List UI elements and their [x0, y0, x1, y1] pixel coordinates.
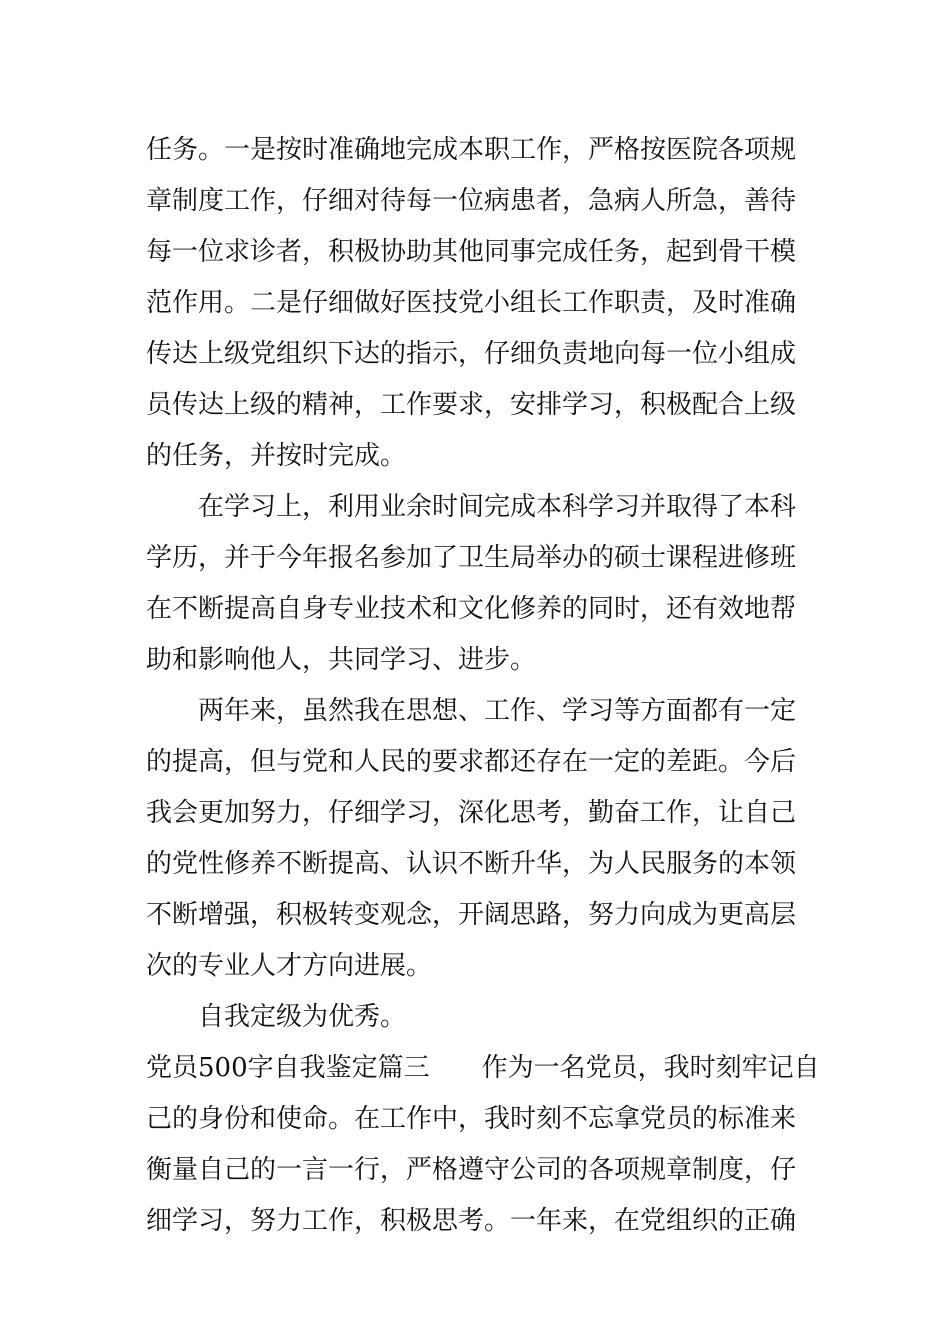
- text-line: 自我定级为优秀。: [198, 1002, 407, 1032]
- section-first-line-text: 作为一名党员，我时刻牢记自: [481, 1053, 820, 1083]
- text-line: 两年来，虽然我在思想、工作、学习等方面都有一定: [198, 696, 797, 726]
- paragraph-self-rating: [146, 992, 808, 1043]
- text-line: 细学习，努力工作，积极思考。一年来，在党组织的正确: [146, 1206, 797, 1236]
- text-line: 学历，并于今年报名参加了卫生局举办的硕士课程进修班: [146, 543, 797, 573]
- text-line: 在学习上，利用业余时间完成本科学习并取得了本科: [198, 492, 797, 522]
- text-line: 的任务，并按时完成。: [146, 441, 407, 471]
- paragraph-study: [146, 482, 808, 686]
- section-three: [146, 1043, 820, 1247]
- text-line: 助和影响他人，共同学习、进步。: [146, 645, 537, 675]
- text-line: 的提高，但与党和人民的要求都还存在一定的差距。今后: [146, 747, 797, 777]
- text-line: 衡量自己的一言一行，严格遵守公司的各项规章制度，仔: [146, 1155, 797, 1185]
- document-body: [146, 125, 820, 1247]
- text-line: 章制度工作，仔细对待每一位病患者，急病人所急，善待: [146, 186, 797, 216]
- text-line: 任务。一是按时准确地完成本职工作，严格按医院各项规: [146, 135, 797, 165]
- section-heading: 党员500字自我鉴定篇三: [146, 1053, 430, 1083]
- text-line: 范作用。二是仔细做好医技党小组长工作职责，及时准确: [146, 288, 797, 318]
- section-first-line: [146, 1043, 820, 1094]
- text-line: 不断增强，积极转变观念，开阔思路，努力向成为更高层: [146, 900, 797, 930]
- text-line: 的党性修养不断提高、认识不断升华，为人民服务的本领: [146, 849, 797, 879]
- text-line: 次的专业人才方向进展。: [146, 951, 433, 981]
- text-line: 传达上级党组织下达的指示，仔细负责地向每一位小组成: [146, 339, 797, 369]
- paragraph-work-tasks: [146, 125, 808, 482]
- text-line: 己的身份和使命。在工作中，我时刻不忘拿党员的标准来: [146, 1104, 797, 1134]
- text-line: 在不断提高自身专业技术和文化修养的同时，还有效地帮: [146, 594, 797, 624]
- text-line: 每一位求诊者，积极协助其他同事完成任务，起到骨干模: [146, 237, 797, 267]
- paragraph-two-years: [146, 686, 808, 992]
- text-line: 员传达上级的精神，工作要求，安排学习，积极配合上级: [146, 390, 797, 420]
- text-line: 我会更加努力，仔细学习，深化思考，勤奋工作，让自己: [146, 798, 797, 828]
